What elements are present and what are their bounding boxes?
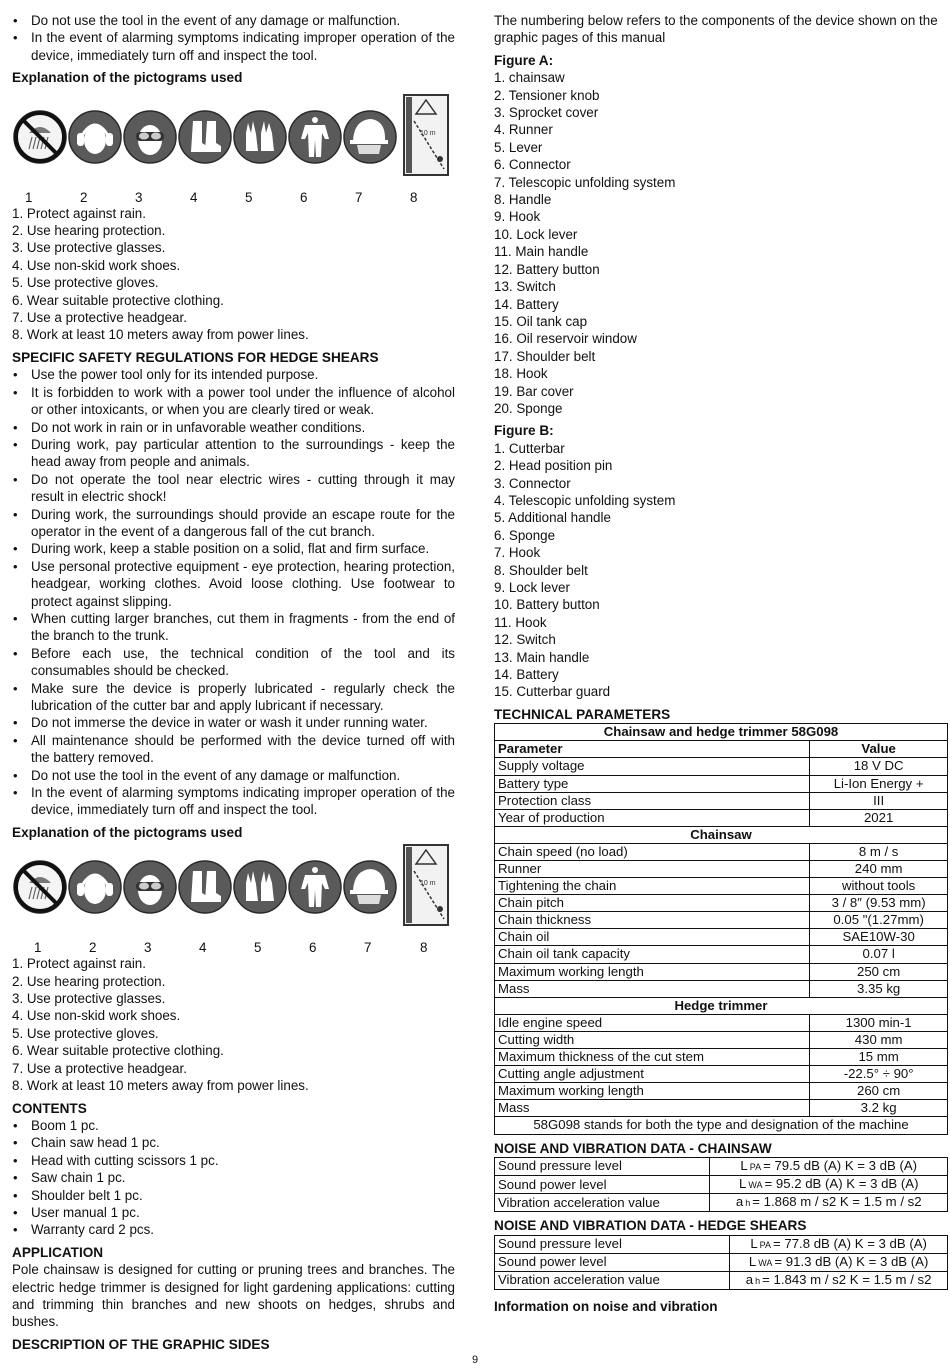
list-item: 13. Switch	[494, 279, 556, 295]
technical-parameters-table	[494, 723, 948, 1134]
list-item: 6. Sponge	[494, 527, 556, 543]
symbol: L	[740, 1157, 748, 1173]
list-item: 7. Telescopic unfolding system	[494, 174, 676, 190]
pictogram-numbers-2	[12, 941, 455, 955]
list-item: 8. Work at least 10 meters away from power lines.	[12, 1078, 309, 1094]
numbering-intro: The numbering below refers to the components of the device shown on the graphic pages of this manual	[494, 13, 938, 46]
value-cell: 3.2 kg	[810, 1100, 948, 1117]
list-item: • During work, keep a stable position on a solid, flat and firm surface.	[12, 540, 455, 557]
list-item: 4. Telescopic unfolding system	[494, 492, 676, 508]
table-row	[495, 1100, 948, 1117]
top-bullet-list	[12, 12, 455, 64]
list-item: 2. Use hearing protection.	[12, 973, 166, 989]
distance-label: 10 m	[420, 129, 436, 137]
list-item: 12. Battery button	[494, 261, 600, 277]
list-item: • Boom 1 pc.	[12, 1117, 455, 1134]
application-heading: APPLICATION	[12, 1244, 104, 1260]
pictogram-numbers-1	[12, 191, 455, 205]
param-cell: Chain thickness	[495, 912, 810, 929]
list-item: • Do not immerse the device in water or wash it under running water.	[12, 714, 455, 731]
list-item: • Do not use the tool in the event of any damage or malfunction.	[12, 767, 455, 784]
tech-note-row	[495, 1117, 948, 1134]
table-row	[495, 1031, 948, 1048]
list-item: • Do not operate the tool near electric wires - cutting through it may result in electric shock!	[12, 471, 455, 506]
table-row	[495, 1066, 948, 1083]
chainsaw-section-row	[495, 826, 948, 843]
pictogram-number: 1	[25, 189, 33, 205]
list-item: • Do not use the tool in the event of any damage or malfunction.	[12, 12, 455, 29]
pictogram-number: 3	[144, 940, 152, 956]
protective-clothing-icon	[289, 111, 341, 163]
measurement-value: = 95.2 dB (A) K = 3 dB (A)	[764, 1176, 919, 1191]
noise-hedge-table	[494, 1235, 948, 1290]
measurement-value: = 77.8 dB (A) K = 3 dB (A)	[773, 1235, 927, 1251]
list-item: 10. Lock lever	[494, 226, 578, 242]
hearing-protection-icon	[69, 861, 121, 913]
table-row	[495, 1271, 948, 1289]
list-item: 15. Oil tank cap	[494, 313, 588, 329]
list-item: 1. Cutterbar	[494, 440, 565, 456]
chainsaw-section-row-cell: Chainsaw	[495, 826, 948, 843]
value-cell: 3 / 8″ (9.53 mm)	[810, 895, 948, 912]
value-cell: 3.35 kg	[810, 980, 948, 997]
list-item: 5. Use protective gloves.	[12, 1025, 159, 1041]
symbol: L	[750, 1235, 758, 1251]
param-cell: Maximum working length	[495, 963, 810, 980]
list-item: 8. Work at least 10 meters away from power lines.	[12, 327, 309, 343]
pictogram-number: 2	[80, 189, 88, 205]
figure-b-heading: Figure B:	[494, 423, 554, 439]
value-cell: 15 mm	[810, 1049, 948, 1066]
param-cell: Protection class	[495, 792, 810, 809]
pictogram-number: 6	[300, 189, 308, 205]
value-cell: Li-Ion Energy +	[810, 775, 948, 792]
table-row	[495, 1014, 948, 1031]
list-item: 14. Battery	[494, 296, 559, 312]
protective-gloves-icon	[234, 111, 286, 163]
param-cell: Mass	[495, 980, 810, 997]
list-item: • Use personal protective equipment - eye protection, hearing protection, headgear, working clothes. Avoid loose clothing. Use footwear to protect against slipping.	[12, 558, 455, 610]
tech-value-header: Value	[810, 741, 948, 758]
value-cell: SAE10W-30	[810, 929, 948, 946]
pictogram-strip-1-graphic	[12, 91, 455, 191]
table-row	[495, 946, 948, 963]
pictogram-number: 8	[410, 189, 418, 205]
list-item: 11. Main handle	[494, 244, 589, 260]
value-cell: without tools	[810, 878, 948, 895]
table-row	[495, 775, 948, 792]
param-cell: Sound pressure level	[495, 1157, 710, 1175]
protective-gloves-icon	[234, 861, 286, 913]
value-cell: 2021	[810, 809, 948, 826]
value-cell	[710, 1194, 948, 1212]
figure-a-heading: Figure A:	[494, 52, 554, 68]
pictogram-number: 7	[364, 940, 372, 956]
param-cell: Maximum working length	[495, 1083, 810, 1100]
param-cell: Chain pitch	[495, 895, 810, 912]
param-cell: Cutting width	[495, 1031, 810, 1048]
param-cell: Chain oil tank capacity	[495, 946, 810, 963]
distance-label: 10 m	[420, 880, 436, 888]
pictograms-heading-2: Explanation of the pictograms used	[12, 824, 243, 840]
param-cell: Vibration acceleration value	[495, 1271, 730, 1289]
pictogram-number: 4	[190, 189, 198, 205]
noise-chainsaw-table	[494, 1157, 948, 1212]
list-item: • Warranty card 2 pcs.	[12, 1221, 455, 1238]
symbol: a	[735, 1194, 744, 1210]
table-row	[495, 980, 948, 997]
hearing-protection-icon	[69, 111, 121, 163]
value-cell: III	[810, 792, 948, 809]
list-item: • Make sure the device is properly lubricated - regularly check the lubrication of the cutter bar and apply lubricant if necessary.	[12, 680, 455, 715]
noise-info-heading: Information on noise and vibration	[494, 1298, 718, 1314]
param-cell: Chain speed (no load)	[495, 843, 810, 860]
list-item: 12. Switch	[494, 632, 556, 648]
list-item: 10. Battery button	[494, 597, 600, 613]
list-item: 17. Shoulder belt	[494, 348, 596, 364]
right-column	[494, 12, 949, 1315]
list-item: 6. Wear suitable protective clothing.	[12, 292, 224, 308]
value-cell: -22.5° ÷ 90°	[810, 1066, 948, 1083]
left-column	[12, 12, 455, 1353]
param-cell: Sound power level	[495, 1253, 730, 1271]
table-row	[495, 1194, 948, 1212]
measurement-value: = 79.5 dB (A) K = 3 dB (A)	[763, 1157, 918, 1173]
param-cell: Tightening the chain	[495, 878, 810, 895]
pictogram-list-1	[12, 205, 455, 344]
value-cell: 0.07 l	[810, 946, 948, 963]
list-item: 2. Tensioner knob	[494, 87, 600, 103]
symbol-subscript: PA	[759, 1239, 771, 1250]
param-cell: Cutting angle adjustment	[495, 1066, 810, 1083]
param-cell: Vibration acceleration value	[495, 1194, 710, 1212]
value-cell: 430 mm	[810, 1031, 948, 1048]
symbol: L	[748, 1253, 757, 1269]
pictogram-number: 5	[245, 189, 253, 205]
list-item: 8. Shoulder belt	[494, 562, 588, 578]
list-item: • Shoulder belt 1 pc.	[12, 1187, 455, 1204]
list-item: 7. Hook	[494, 545, 541, 561]
list-item: 5. Use protective gloves.	[12, 275, 159, 291]
list-item: 6. Connector	[494, 157, 571, 173]
contents-heading: CONTENTS	[12, 1100, 87, 1116]
list-item: • During work, the surroundings should provide an escape route for the operator in the event of a dangerous fall of the cut branch.	[12, 506, 455, 541]
list-item: 7. Use a protective headgear.	[12, 1060, 187, 1076]
param-cell: Runner	[495, 861, 810, 878]
table-row	[495, 929, 948, 946]
contents-list	[12, 1117, 455, 1239]
list-item: 3. Connector	[494, 475, 571, 491]
symbol-subscript: WA	[748, 1180, 763, 1190]
param-cell: Sound power level	[495, 1176, 710, 1194]
noise-hedge-heading: NOISE AND VIBRATION DATA - HEDGE SHEARS	[494, 1218, 807, 1234]
table-row	[495, 843, 948, 860]
application-text: Pole chainsaw is designed for cutting or pruning trees and branches. The electric hedge trimmer is designed for light gardening applications: cutting and trimming thin branches and new shoots on hedges, shrubs and bushes.	[12, 1262, 455, 1330]
param-cell: Supply voltage	[495, 758, 810, 775]
power-lines-distance-icon	[404, 95, 448, 175]
list-item: 5. Lever	[494, 139, 543, 155]
param-cell: Chain oil	[495, 929, 810, 946]
list-item: • During work, pay particular attention to the surroundings - keep the head away from people and animals.	[12, 436, 455, 471]
table-row	[495, 1083, 948, 1100]
value-cell	[710, 1176, 948, 1194]
list-item: 9. Lock lever	[494, 580, 570, 595]
pictogram-number: 3	[135, 189, 143, 205]
work-shoes-icon	[179, 111, 231, 163]
table-row	[495, 809, 948, 826]
list-item: 13. Main handle	[494, 649, 590, 665]
value-cell	[730, 1271, 948, 1289]
protective-clothing-icon	[289, 861, 341, 913]
value-cell: 260 cm	[810, 1083, 948, 1100]
list-item: 8. Handle	[494, 192, 552, 208]
pictogram-number: 8	[420, 940, 428, 956]
list-item: • Head with cutting scissors 1 pc.	[12, 1152, 455, 1169]
symbol-subscript: h	[755, 1275, 761, 1286]
specific-safety-heading: SPECIFIC SAFETY REGULATIONS FOR HEDGE SHEARS	[12, 349, 379, 365]
pictogram-list-2	[12, 955, 455, 1094]
table-row	[495, 758, 948, 775]
helmet-icon	[344, 111, 396, 163]
list-item: 1. Protect against rain.	[12, 956, 146, 972]
table-row	[495, 792, 948, 809]
value-cell: 8 m / s	[810, 843, 948, 860]
list-item: 2. Head position pin	[494, 458, 613, 474]
list-item: 4. Use non-skid work shoes.	[12, 1008, 181, 1024]
symbol-subscript: h	[745, 1198, 751, 1209]
tech-table-title: Chainsaw and hedge trimmer 58G098	[495, 724, 948, 741]
symbol-subscript: WA	[758, 1257, 773, 1268]
pictogram-strip-2-graphic	[12, 841, 455, 941]
list-item: 3. Use protective glasses.	[12, 240, 166, 256]
table-row	[495, 1235, 948, 1253]
list-item: 5. Additional handle	[494, 510, 611, 526]
param-cell: Mass	[495, 1100, 810, 1117]
list-item: 11. Hook	[494, 614, 547, 630]
value-cell	[730, 1235, 948, 1253]
list-item: • All maintenance should be performed with the device turned off with the battery removed.	[12, 732, 455, 767]
list-item: 20. Sponge	[494, 400, 563, 416]
specific-safety-list	[12, 366, 455, 819]
pictogram-strip-2	[12, 841, 455, 941]
rain-protection-icon	[14, 861, 66, 913]
list-item: • Before each use, the technical condition of the tool and its consumables should be checked.	[12, 645, 455, 680]
list-item: 1. chainsaw	[494, 70, 565, 86]
param-cell: Battery type	[495, 775, 810, 792]
value-cell: 250 cm	[810, 963, 948, 980]
symbol-subscript: PA	[749, 1161, 762, 1172]
table-row	[495, 1253, 948, 1271]
list-item: • Use the power tool only for its intended purpose.	[12, 366, 455, 383]
hedge-section-row	[495, 997, 948, 1014]
value-cell: 240 mm	[810, 861, 948, 878]
param-cell: Maximum thickness of the cut stem	[495, 1049, 810, 1066]
symbol: a	[745, 1271, 754, 1287]
table-row	[495, 861, 948, 878]
list-item: • User manual 1 pc.	[12, 1204, 455, 1221]
list-item: 4. Use non-skid work shoes.	[12, 257, 181, 273]
list-item: • It is forbidden to work with a power tool under the influence of alcohol or other intoxicants, or when you are clearly tired or weak.	[12, 384, 455, 419]
helmet-icon	[344, 861, 396, 913]
rain-protection-icon	[14, 111, 66, 163]
table-row	[495, 1176, 948, 1194]
table-row	[495, 1049, 948, 1066]
pictogram-number: 5	[254, 940, 262, 956]
tech-note-cell: 58G098 stands for both the type and designation of the machine	[495, 1117, 948, 1134]
measurement-value: = 1.868 m / s2 K = 1.5 m / s2	[752, 1194, 922, 1210]
pictograms-heading-1: Explanation of the pictograms used	[12, 70, 243, 86]
value-cell: 18 V DC	[810, 758, 948, 775]
measurement-value: = 1.843 m / s2 K = 1.5 m / s2	[762, 1271, 932, 1287]
graphic-sides-heading: DESCRIPTION OF THE GRAPHIC SIDES	[12, 1336, 270, 1352]
list-item: • Saw chain 1 pc.	[12, 1169, 455, 1186]
safety-glasses-icon	[124, 111, 176, 163]
pictogram-number: 2	[89, 940, 97, 956]
pictogram-strip-1	[12, 91, 455, 191]
list-item: 1. Protect against rain.	[12, 205, 146, 221]
param-cell: Idle engine speed	[495, 1014, 810, 1031]
value-cell: 1300 min-1	[810, 1014, 948, 1031]
table-row	[495, 912, 948, 929]
list-item: 15. Cutterbar guard	[494, 684, 611, 700]
symbol: L	[739, 1176, 747, 1191]
list-item: 14. Battery	[494, 667, 559, 683]
figure-a-list	[494, 69, 949, 417]
list-item: 7. Use a protective headgear.	[12, 310, 187, 326]
tech-param-header: Parameter	[495, 741, 810, 758]
figure-b-list	[494, 440, 949, 701]
measurement-value: = 91.3 dB (A) K = 3 dB (A)	[774, 1253, 929, 1269]
list-item: • In the event of alarming symptoms indicating improper operation of the device, immediately turn off and inspect the tool.	[12, 29, 455, 64]
table-row	[495, 895, 948, 912]
param-cell: Sound pressure level	[495, 1235, 730, 1253]
table-row	[495, 878, 948, 895]
table-row	[495, 963, 948, 980]
list-item: • When cutting larger branches, cut them in fragments - from the end of the branch to the trunk.	[12, 610, 455, 645]
power-lines-distance-icon	[404, 845, 448, 925]
value-cell: 0.05 "(1.27mm)	[810, 912, 948, 929]
list-item: 18. Hook	[494, 366, 548, 382]
table-row	[495, 1157, 948, 1175]
pictogram-number: 7	[355, 189, 363, 205]
safety-glasses-icon	[124, 861, 176, 913]
list-item: 9. Hook	[494, 209, 541, 225]
list-item: 3. Sprocket cover	[494, 105, 599, 121]
list-item: 19. Bar cover	[494, 383, 574, 399]
list-item: 16. Oil reservoir window	[494, 331, 637, 347]
pictogram-number: 6	[309, 940, 317, 956]
list-item: 4. Runner	[494, 122, 553, 138]
list-item: 6. Wear suitable protective clothing.	[12, 1043, 224, 1059]
pictogram-number: 1	[34, 940, 42, 956]
work-shoes-icon	[179, 861, 231, 913]
value-cell	[710, 1157, 948, 1175]
value-cell	[730, 1253, 948, 1271]
pictogram-number: 4	[199, 940, 207, 956]
page-number: 9	[471, 1354, 479, 1366]
list-item: • In the event of alarming symptoms indicating improper operation of the device, immediately turn off and inspect the tool.	[12, 784, 455, 819]
list-item: 2. Use hearing protection.	[12, 223, 166, 239]
noise-chainsaw-heading: NOISE AND VIBRATION DATA - CHAINSAW	[494, 1140, 772, 1156]
technical-parameters-heading: TECHNICAL PARAMETERS	[494, 706, 671, 722]
list-item: • Do not work in rain or in unfavorable weather conditions.	[12, 419, 455, 436]
param-cell: Year of production	[495, 809, 810, 826]
list-item: 3. Use protective glasses.	[12, 991, 166, 1007]
list-item: • Chain saw head 1 pc.	[12, 1134, 455, 1151]
hedge-section-row-cell: Hedge trimmer	[495, 997, 948, 1014]
